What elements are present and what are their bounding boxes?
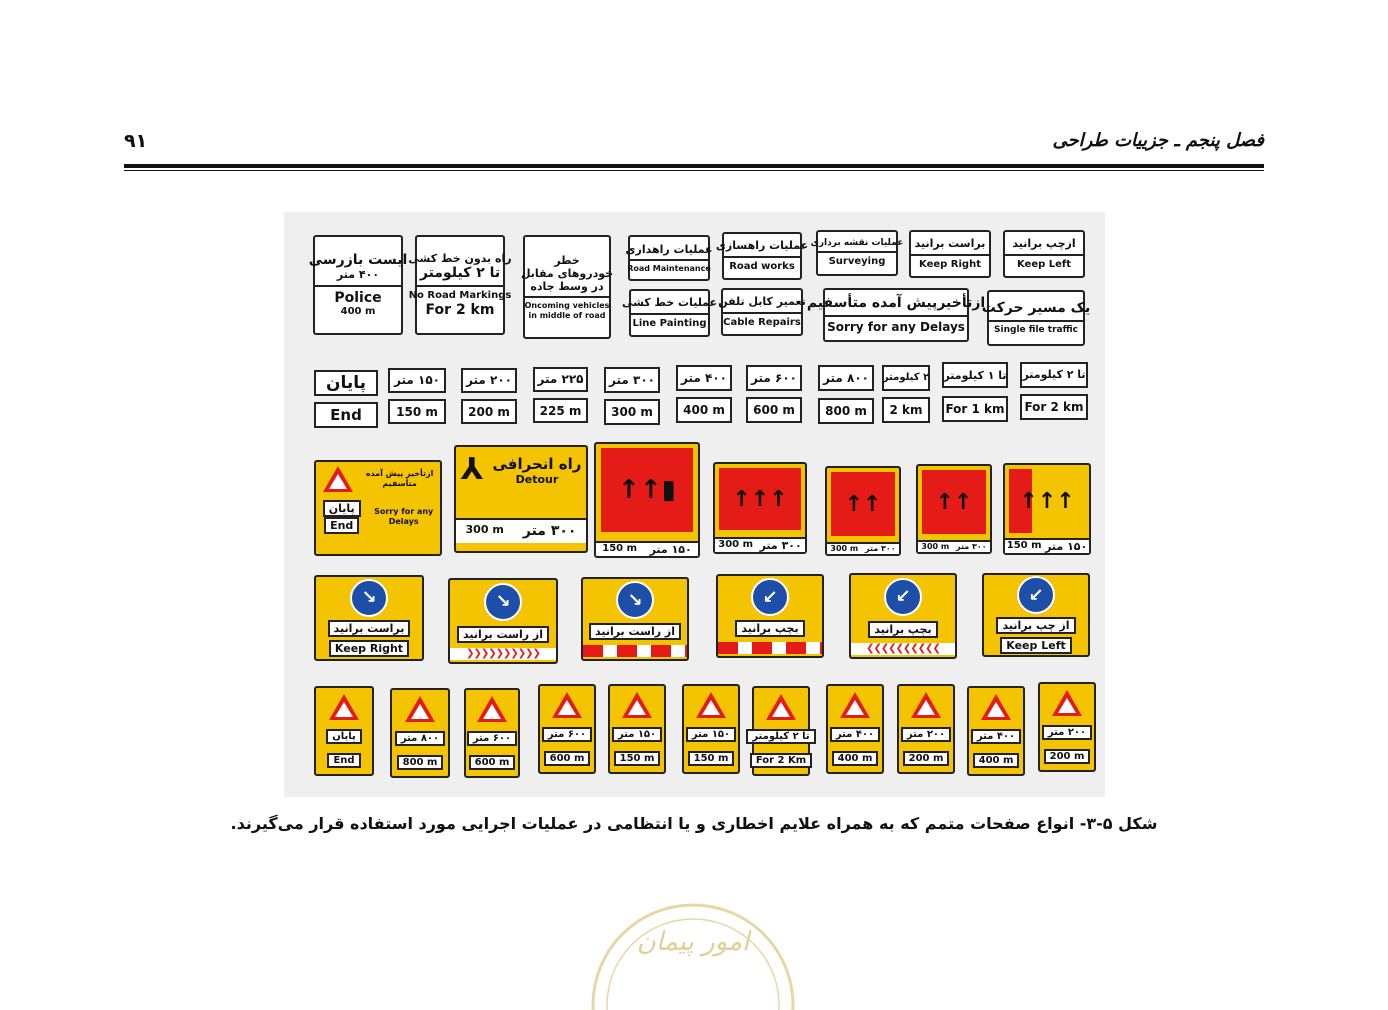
warning-plate-fa: ۲۰۰ متر [901,727,951,742]
warning-triangle-icon [477,696,507,722]
plate-600m [746,365,802,423]
sign-no-markings-fa: راه بدون خط کشی [408,251,512,265]
watermark-seal [588,900,798,1010]
plate-en: 150 m [388,399,446,424]
sign-lanes-300m-b [825,466,901,556]
sign-cable-repairs-fa: تعمیر کابل تلفن [718,295,806,309]
warning-plate-fa: ۲۰۰ متر [1042,725,1092,740]
plate-fa: ۶۰۰ متر [746,365,802,391]
sign-line-painting-fa: عملیات خط کشی [621,296,718,310]
warning-plate-fa: ۸۰۰ متر [395,731,445,746]
keep-left-fa: از چپ برانید [996,617,1075,634]
lane-merge-icon: ↑↑ [922,470,986,534]
sign-keep-left-en: Keep Left [1016,258,1072,270]
divider [723,312,801,314]
sign-oncoming-fa1: خطر [554,253,580,267]
lane-en: 300 m [830,544,859,554]
sign-roadworks-delays [314,460,442,556]
sign-surveying-fa: عملیات نقشه برداری [810,237,904,248]
divider [417,285,503,287]
lane-fa: ۳۰۰ متر [759,538,802,552]
sign-warning-800m [390,688,450,778]
warning-triangle-icon [766,694,796,720]
warning-plate-fa: ۶۰۰ متر [467,731,517,746]
plate-for-1km [942,362,1008,422]
lane-en: 150 m [1006,539,1042,551]
sign-oncoming-vehicles [520,235,614,339]
sign-road-maintenance [625,235,713,281]
divider [825,315,967,317]
sign-oncoming-fa2: خودروهای مقابل [520,266,614,280]
delay-end-en: End [324,517,359,534]
warning-plate-fa: ۱۵۰ متر [612,727,662,742]
sign-oncoming-en1: Oncoming vehicles [524,301,610,311]
warning-triangle-icon [981,694,1011,720]
plate-225m [533,367,588,423]
sign-line-painting [621,289,718,337]
header-rule-thin [124,170,1264,171]
plate-150m [388,368,446,424]
lane-en: 300 m [921,542,950,552]
sign-road-works-en: Road works [729,260,795,272]
lane-en: 150 m [602,542,638,554]
sign-police [308,235,408,335]
figure-traffic-signs [284,212,1105,797]
lane-diversion-icon: ↑↑▮ [601,448,693,532]
delay-fa2: متأسفیم [382,479,417,488]
sign-keep-right-large [314,575,424,661]
plate-en: For 2 km [1020,394,1088,420]
sign-pass-left-stripe [716,574,824,658]
sign-surveying-en: Surveying [828,256,886,268]
lane-closure-icon: ↑↑↑ [1009,469,1085,533]
sign-warning-end [314,686,374,776]
detour-fa: راه انحرافی [492,455,582,473]
watermark-text: امور پیمان [636,927,750,957]
sign-no-road-markings [408,235,512,335]
sign-keep-right-small [909,230,991,278]
sign-keep-left-small [1003,230,1085,278]
lane-merge-icon: ↑↑↑ [719,468,801,530]
roadworks-warning-icon [323,466,353,492]
warning-plate-en: For 2 Km [750,753,812,768]
sign-warning-150m-a [608,684,666,774]
sign-pass-left-chevron [849,573,957,659]
sign-keep-left-large [982,573,1090,657]
plate-fa: ۸۰۰ متر [818,365,874,391]
caption-text: شکل ۵-۳- انواع صفحات متمم که به همراه علایم اخطاری و یا انتظامی در عملیات اجرایی مورد استفاده قرار می‌گیرند. [230,814,1158,833]
warning-triangle-icon [622,692,652,718]
chapter-title: فصل پنجم ـ جزییات طراحی [1052,130,1264,151]
sign-keep-left-fa: ازچپ برانید [1012,237,1076,251]
plate-fa: ۲۰۰ متر [461,368,517,393]
plate-for-2km [1020,362,1088,420]
plate-fa: تا ۱ کیلومتر [942,362,1008,388]
plate-fa: پایان [314,370,378,396]
warning-plate-fa: ۴۰۰ متر [830,727,880,742]
sign-road-maintenance-en: Road Maintenance [627,263,711,273]
page-number: ۹۱ [124,130,148,152]
sign-lanes-150m [594,442,700,558]
keep-right-fa: براست برانید [328,620,411,637]
warning-triangle-icon [696,692,726,718]
divider [911,254,989,256]
sign-lanes-300m-c [916,464,992,554]
warning-triangle-icon [552,692,582,718]
plate-400m [676,365,732,423]
plate-fa: ۳۰۰ متر [604,367,660,393]
warning-plate-en: 150 m [688,751,735,766]
keep-right-arrow-icon: ↘ [616,581,654,619]
sign-lanes-150m-b [1003,463,1091,555]
detour-en: Detour [515,473,559,486]
sign-police-en: Police [334,289,382,306]
sign-surveying [810,230,904,276]
sign-single-file-en: Single file traffic [994,325,1078,335]
delay-en1: Sorry for any [374,507,434,517]
plate-en: 300 m [604,399,660,425]
sign-no-markings-en-dist: For 2 km [425,301,495,318]
chevron-left-strip: ❮❮❮❮❮❮❮❮❮❮ [851,643,955,655]
keep-left-arrow-icon: ↙ [1017,576,1055,614]
sign-police-fa: ایست بازرسی [308,251,408,268]
keep-left-arrow-icon: ↙ [751,578,789,616]
sign-warning-200m-a [897,684,955,774]
keep-right-en: Keep Right [329,640,409,657]
sign-lanes-300m-a [713,462,807,554]
divider [818,251,896,253]
warning-plate-fa: ۴۰۰ متر [971,729,1021,744]
sign-road-maintenance-fa: عملیات راهداری [625,242,713,256]
sign-sorry-delays-fa: ازتأخیرپیش آمده متأسفیم [806,295,986,312]
detour-arrow-icon: ⅄ [460,452,484,487]
plate-800m [818,365,874,424]
sign-line-painting-en: Line Painting [632,317,707,329]
plate-en: 200 m [461,399,517,424]
sign-cable-repairs [718,288,806,336]
sign-road-works-fa: عملیات راهسازی [715,239,809,253]
sign-warning-200m-b [1038,682,1096,772]
plate-en: For 1 km [942,396,1008,422]
hazard-stripe [583,645,687,657]
warning-plate-fa: پایان [326,729,362,744]
plate-end [314,370,378,428]
sign-sorry-delays [806,288,986,342]
warning-plate-en: End [327,753,360,768]
warning-plate-en: 600 m [469,755,516,770]
warning-plate-en: 200 m [903,751,950,766]
warning-plate-en: 800 m [397,755,444,770]
warning-triangle-icon [405,696,435,722]
plate-fa: ۴۰۰ متر [676,365,732,391]
sign-warning-400m-a [826,684,884,774]
pass-left-fa: بچپ برانید [868,621,937,638]
plate-fa: ۲۲۵ متر [533,367,588,392]
sign-warning-for-2km [752,686,810,776]
plate-en: End [314,402,378,428]
keep-right-arrow-icon: ↘ [484,583,522,621]
warning-triangle-icon [911,692,941,718]
divider [631,313,708,315]
sign-warning-600m-a [464,688,520,778]
keep-left-arrow-icon: ↙ [884,578,922,616]
plate-fa: ۱۵۰ متر [388,368,446,393]
warning-plate-fa: ۶۰۰ متر [542,727,592,742]
pass-left-fa: بچپ برانید [735,620,804,637]
sign-no-markings-fa-dist: تا ۲ کیلومتر [419,264,501,281]
divider [525,296,609,298]
divider [315,285,401,287]
warning-plate-fa: ۱۵۰ متر [686,727,736,742]
hazard-stripe [718,642,822,654]
plate-fa: ۲ کیلومتر [882,365,930,391]
sign-warning-150m-b [682,684,740,774]
plate-200m [461,368,517,424]
warning-triangle-icon [1052,690,1082,716]
lane-en: 300 m [718,538,754,550]
sign-police-en-dist: 400 m [340,306,376,318]
figure-caption [0,814,1388,833]
sign-pass-right-stripe [581,577,689,661]
sign-oncoming-en2: in middle of road [528,310,606,320]
warning-plate-fa: تا ۲ کیلومتر [746,729,815,744]
warning-triangle-icon [840,692,870,718]
warning-plate-en: 400 m [973,753,1020,768]
sign-police-fa-dist: ۴۰۰ متر [336,268,380,282]
plate-fa: تا ۲ کیلومتر [1020,362,1088,388]
lane-fa: ۱۵۰ متر [649,542,692,556]
lane-fa: ۳۰۰ متر [864,544,896,554]
sign-warning-600m-b [538,684,596,774]
lane-fa: ۱۵۰ متر [1045,539,1088,553]
warning-plate-en: 400 m [832,751,879,766]
detour-fa-dist: ۳۰۰ متر [522,523,577,540]
plate-en: 800 m [818,398,874,424]
warning-triangle-icon [329,694,359,720]
pass-right-fa: از راست برانید [589,623,681,640]
plate-en: 225 m [533,398,588,423]
warning-plate-en: 600 m [544,751,591,766]
delay-en2: Delays [388,517,419,526]
plate-2km [882,365,930,423]
delay-fa1: ازتأخیر پیش آمده [365,469,434,479]
sign-single-file-fa: یک مسیر حرکت [981,300,1091,317]
pass-right-fa: از راست برانید [457,626,549,643]
keep-left-en: Keep Left [1000,637,1071,654]
keep-right-arrow-icon: ↘ [350,579,388,617]
plate-en: 600 m [746,397,802,423]
sign-keep-right-fa: براست برانید [914,237,986,251]
lane-fa: ۳۰۰ متر [955,542,987,552]
divider [1005,254,1083,256]
sign-cable-repairs-en: Cable Repairs [723,316,801,328]
plate-en: 2 km [882,397,930,423]
sign-single-file [981,290,1091,346]
sign-keep-right-en: Keep Right [919,258,981,270]
divider [630,259,708,261]
sign-warning-400m-b [967,686,1025,776]
sign-road-works [715,232,809,280]
header-rule-thick [124,164,1264,168]
warning-plate-en: 150 m [614,751,661,766]
sign-no-markings-en: No Road Markings [408,289,512,301]
chevron-right-strip: ❯❯❯❯❯❯❯❯❯❯ [450,648,556,660]
plate-300m [604,367,660,425]
detour-en-dist: 300 m [465,523,504,537]
plate-en: 400 m [676,397,732,423]
divider [724,256,800,258]
sign-pass-right-chevron [448,578,558,664]
warning-plate-en: 200 m [1044,749,1091,764]
delay-end-fa: پایان [323,500,361,517]
sign-sorry-delays-en: Sorry for any Delays [827,320,965,335]
lane-shift-icon: ↑↑ [831,472,895,536]
divider [989,320,1083,322]
sign-detour [454,445,588,553]
sign-oncoming-fa3: در وسط جاده [530,280,604,293]
